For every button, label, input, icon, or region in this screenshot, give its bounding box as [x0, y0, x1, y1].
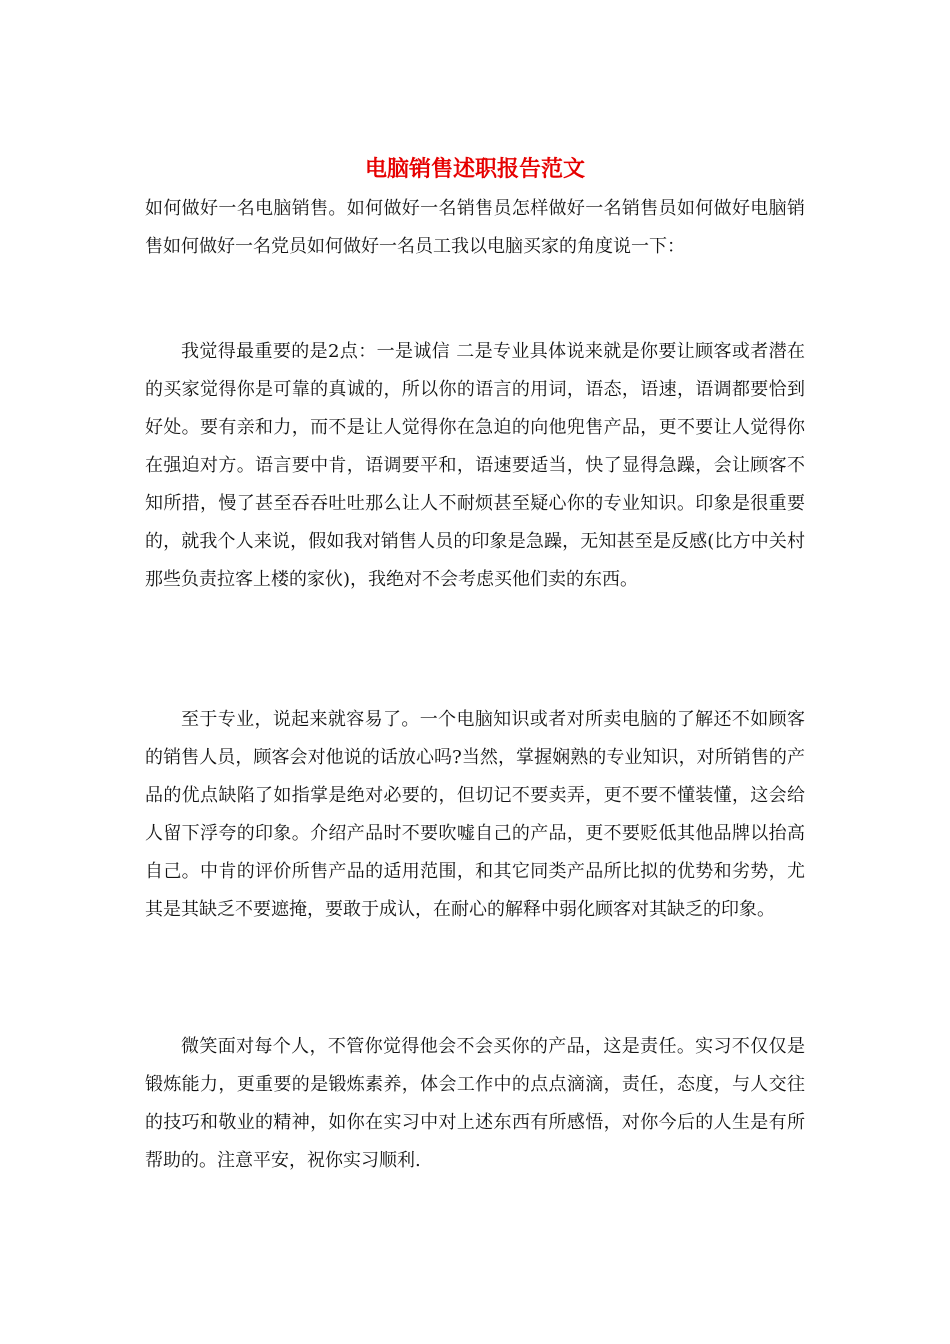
- document-title: 电脑销售述职报告范文: [364, 156, 585, 182]
- body-paragraph-1: 我觉得最重要的是2点：一是诚信 二是专业具体说来就是你要让顾客或者潜在的买家觉得你是可靠的真诚的，所以你的语言的用词，语态，语速，语调都要恰到好处。要有亲和力，而不是让人觉得你在急迫的向他兜售产品，更不要让人觉得你在强迫对方。语言要中肯，语调要平和，语速要适当，快了显得急躁，会让顾客不知所措，慢了甚至吞吞吐吐那么让人不耐烦甚至疑心你的专业知识。印象是很重要的，就我个人来说，假如我对销售人员的印象是急躁，无知甚至是反感(比方中关村那些负责拉客上楼的家伙)，我绝对不会考虑买他们卖的东西。: [145, 341, 805, 590]
- intro-paragraph: 如何做好一名电脑销售。如何做好一名销售员怎样做好一名销售员如何做好电脑销售如何做好一名党员如何做好一名员工我以电脑买家的角度说一下：: [145, 198, 805, 257]
- body-paragraph-2: 至于专业，说起来就容易了。一个电脑知识或者对所卖电脑的了解还不如顾客的销售人员，顾客会对他说的话放心吗?当然，掌握娴熟的专业知识，对所销售的产品的优点缺陷了如指掌是绝对必要的，但切记不要卖弄，更不要不懂装懂，这会给人留下浮夸的印象。介绍产品时不要吹嘘自己的产品，更不要贬低其他品牌以抬高自己。中肯的评价所售产品的适用范围，和其它同类产品所比拟的优势和劣势，尤其是其缺乏不要遮掩，要敢于成认，在耐心的解释中弱化顾客对其缺乏的印象。: [145, 709, 805, 920]
- body-paragraph-3: 微笑面对每个人，不管你觉得他会不会买你的产品，这是责任。实习不仅仅是锻炼能力，更重要的是锻炼素养，体会工作中的点点滴滴，责任，态度，与人交往的技巧和敬业的精神，如你在实习中对上述东西有所感悟，对你今后的人生是有所帮助的。注意平安，祝你实习顺利.: [145, 1036, 805, 1171]
